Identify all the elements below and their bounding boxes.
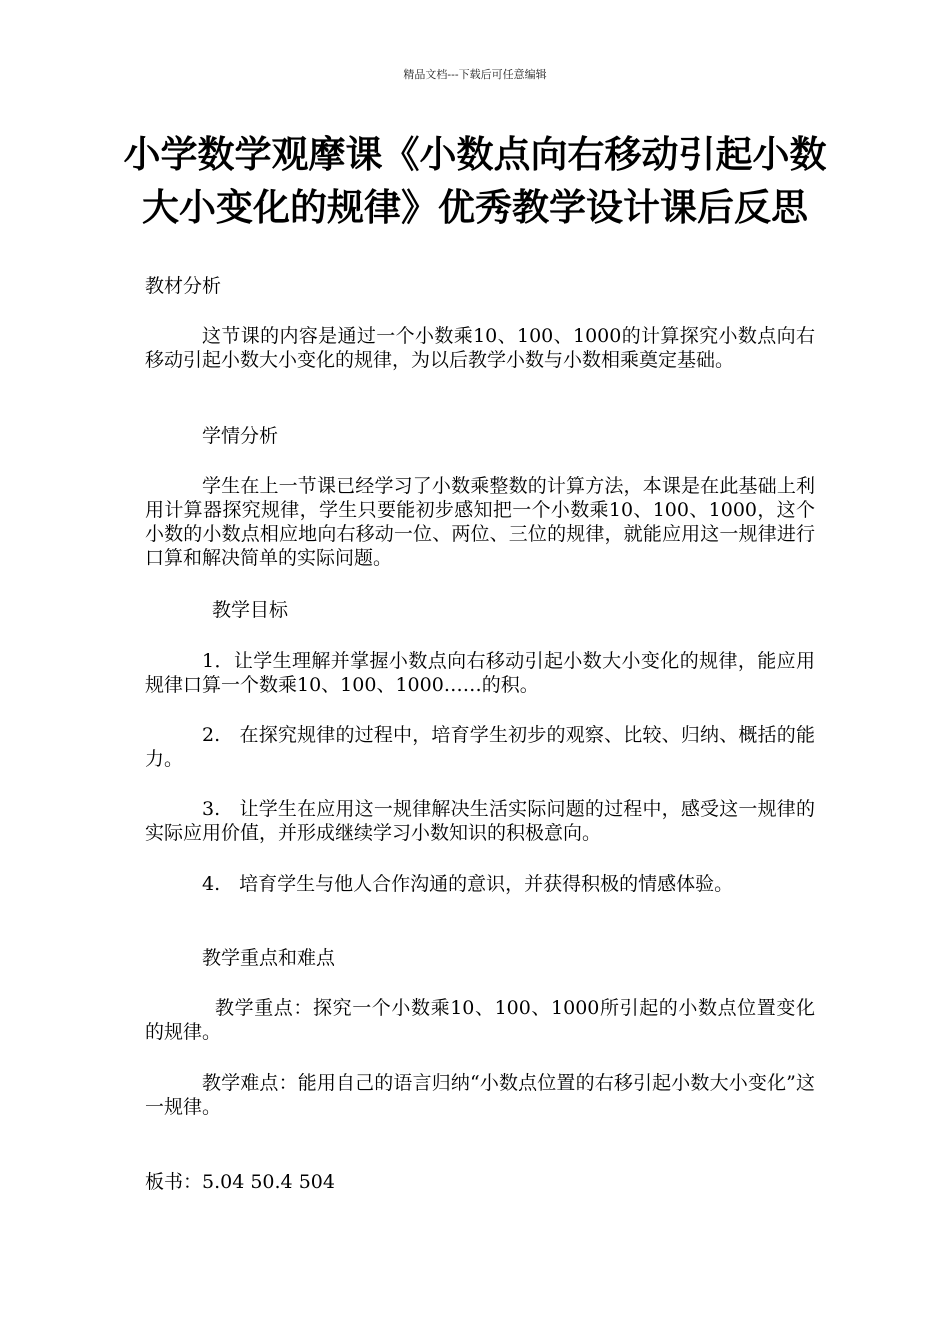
page-header: 精品文档---下载后可任意编辑 bbox=[403, 68, 547, 81]
paragraph-difficulty: 教学难点：能用自己的语言归纳“小数点位置的右移引起小数大小变化”这一规律。 bbox=[145, 1072, 815, 1118]
section-heading-goals: 教学目标 bbox=[212, 599, 289, 621]
section-heading-keypoints: 教学重点和难点 bbox=[202, 947, 336, 969]
paragraph-student: 学生在上一节课已经学习了小数乘整数的计算方法，本课是在此基础上利用计算器探究规律，学生只要能初步感知把一个小数乘10、100、1000，这个小数的小数点相应地向右移动一位、两位、三位的规律，就能应用这一规律进行口算和解决简单的实际问题。 bbox=[145, 475, 815, 569]
paragraph-keypoint: 教学重点：探究一个小数乘10、100、1000所引起的小数点位置变化的规律。 bbox=[145, 997, 815, 1043]
section-heading-student: 学情分析 bbox=[202, 425, 279, 447]
goal-item-3: 3. 让学生在应用这一规律解决生活实际问题的过程中，感受这一规律的实际应用价值，并形成继续学习小数知识的积极意向。 bbox=[145, 798, 815, 844]
goal-item-4: 4. 培育学生与他人合作沟通的意识，并获得积极的情感体验。 bbox=[202, 873, 734, 895]
goal-item-1: 1．让学生理解并掌握小数点向右移动引起小数大小变化的规律，能应用规律口算一个数乘10、100、1000……的积。 bbox=[145, 650, 815, 696]
goal-item-2: 2. 在探究规律的过程中，培育学生初步的观察、比较、归纳、概括的能力。 bbox=[145, 724, 815, 770]
paragraph-material: 这节课的内容是通过一个小数乘10、100、1000的计算探究小数点向右移动引起小数大小变化的规律，为以后教学小数与小数相乘奠定基础。 bbox=[145, 325, 815, 371]
section-heading-material: 教材分析 bbox=[145, 275, 222, 297]
document-title: 小学数学观摩课《小数点向右移动引起小数大小变化的规律》优秀教学设计课后反思 bbox=[123, 133, 827, 229]
board-notes: 板书：5.04 50.4 504 bbox=[145, 1171, 335, 1193]
